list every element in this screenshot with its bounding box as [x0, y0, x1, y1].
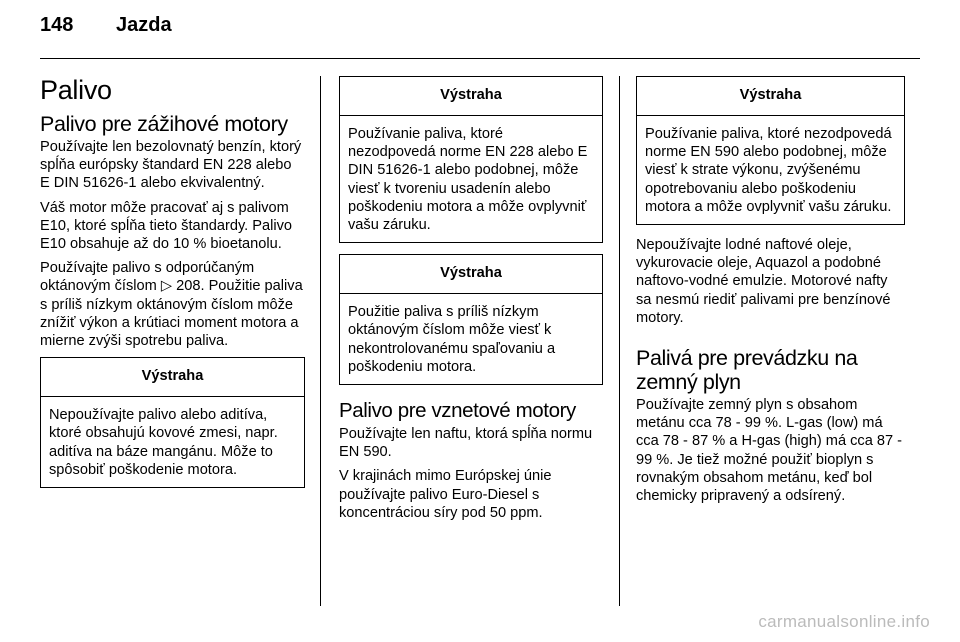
paragraph: V krajinách mimo Európskej únie používajte palivo Euro-Diesel s koncentráciou síry pod 50 ppm.: [339, 468, 552, 521]
diesel-fuel-heading: Palivo pre vznetové motory: [339, 399, 576, 423]
warning-box: [339, 254, 603, 385]
chapter-title: Jazda: [116, 14, 172, 36]
column-2: [339, 74, 603, 528]
page-number: 148: [40, 14, 74, 36]
page-header: [40, 14, 172, 37]
warning-title: Výstraha: [340, 255, 602, 294]
paragraph: Používajte len naftu, ktorá spĺňa normu EN 590.: [339, 426, 593, 461]
warning-text: Nepoužívajte palivo alebo aditíva, ktoré obsahujú kovové zmesi, napr. aditíva na báze mangánu. Môže to spôsobiť poškodenie motora.: [49, 407, 278, 478]
header-rule: [40, 58, 920, 59]
warning-box: [636, 76, 905, 225]
paragraph: Používajte palivo s odporúčaným oktánovým číslom ▷ 208. Použitie paliva s príliš nízkym oktánovým číslom môže znížiť výkon a krútiaci moment motora a mierne zvýši spotrebu paliva.: [40, 260, 303, 350]
warning-box: [339, 76, 603, 243]
warning-title: Výstraha: [637, 77, 904, 116]
natural-gas-heading: Palivá pre prevádzku na zemný plyn: [636, 346, 858, 395]
paragraph: Nepoužívajte lodné naftové oleje, vykurovacie oleje, Aquazol a podobné naftovo-vodné emulzie. Motorové nafty sa nesmú riediť palivami pre benzínové motory.: [636, 237, 891, 326]
watermark: carmanualsonline.info: [758, 612, 930, 631]
column-divider-1: [320, 76, 321, 606]
section-title: Palivo: [40, 75, 112, 105]
warning-text: Používanie paliva, ktoré nezodpovedá norme EN 590 alebo podobnej, môže viesť k strate výkonu, zvýšenému opotrebovaniu alebo poškodeniu motora a môže ovplyvniť vašu záruku.: [645, 126, 892, 215]
column-3: [636, 74, 905, 511]
column-1: [40, 74, 305, 499]
warning-text: Používanie paliva, ktoré nezodpovedá norme EN 228 alebo E DIN 51626-1 alebo podobnej, môže viesť k tvoreniu usadenín alebo poškodeniu motora a môže ovplyvniť vašu záruku.: [348, 126, 588, 234]
petrol-fuel-heading: Palivo pre zážihové motory: [40, 112, 288, 136]
paragraph: Používajte len bezolovnatý benzín, ktorý spĺňa európsky štandard EN 228 alebo E DIN 51626-1 alebo ekvivalentný.: [40, 139, 302, 192]
column-divider-2: [619, 76, 620, 606]
warning-text: Použitie paliva s príliš nízkym oktánovým číslom môže viesť k nekontrolovanému spaľovaniu a poškodeniu motora.: [348, 304, 556, 375]
warning-box: [40, 357, 305, 488]
paragraph: Váš motor môže pracovať aj s palivom E10, ktoré spĺňa tieto štandardy. Palivo E10 obsahuje až do 10 % bioetanolu.: [40, 199, 293, 253]
warning-title: Výstraha: [340, 77, 602, 116]
paragraph: Používajte zemný plyn s obsahom metánu cca 78 - 99 %. L-gas (low) má cca 78 - 87 % a H-gas (high) má cca 87 - 99 %. Je tiež možné použiť bioplyn s rovnakým obsahom metánu, keď bol chemicky pripravený a odsírený.: [636, 397, 903, 505]
warning-title: Výstraha: [41, 358, 304, 397]
